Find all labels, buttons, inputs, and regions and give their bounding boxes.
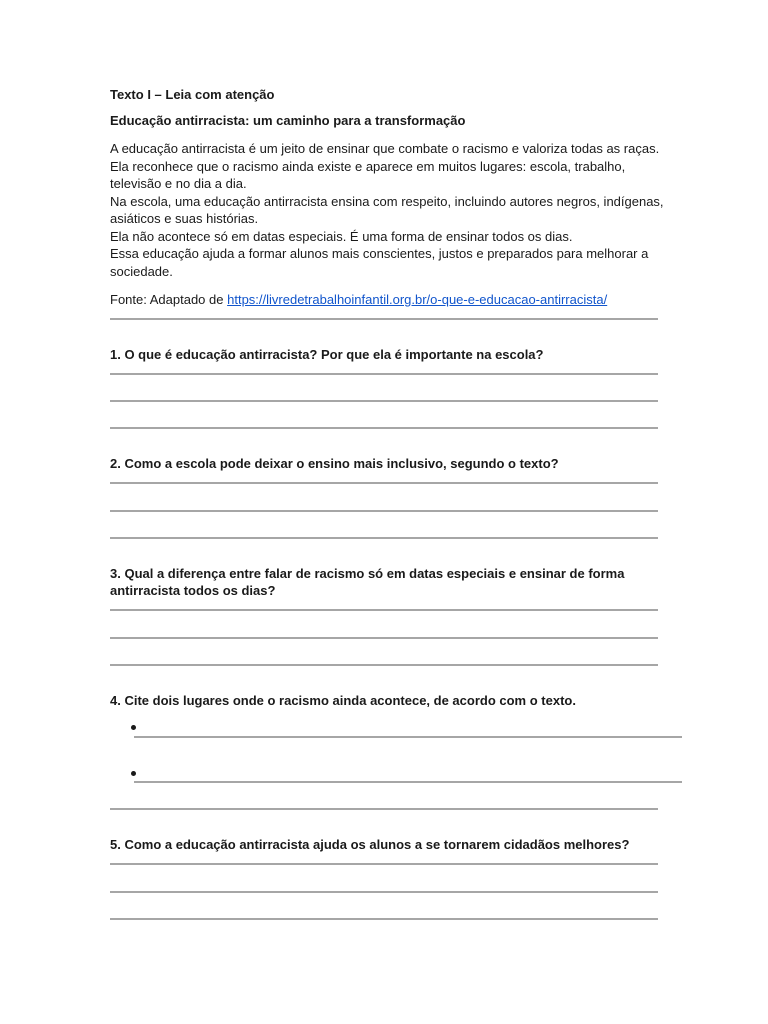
text-title: Educação antirracista: um caminho para a transformação <box>110 113 466 128</box>
answer-line[interactable] <box>110 427 658 429</box>
text-label: Texto I – Leia com atenção <box>110 87 275 102</box>
answer-line[interactable] <box>110 863 658 865</box>
source-line <box>110 291 607 309</box>
body-line: sociedade. <box>110 264 173 279</box>
answer-line[interactable] <box>110 637 658 639</box>
body-line: asiáticos e suas histórias. <box>110 211 259 226</box>
answer-line[interactable] <box>134 781 682 783</box>
answer-line[interactable] <box>110 400 658 402</box>
answer-line[interactable] <box>110 808 658 810</box>
body-line: televisão e no dia a dia. <box>110 176 247 191</box>
answer-line[interactable] <box>110 664 658 666</box>
body-line: Essa educação ajuda a formar alunos mais conscientes, justos e preparados para melhorar a <box>110 246 649 261</box>
question-2: 2. Como a escola pode deixar o ensino mais inclusivo, segundo o texto? <box>110 456 559 471</box>
source-link[interactable]: https://livredetrabalhoinfantil.org.br/o-que-e-educacao-antirracista/ <box>227 292 608 307</box>
body-line: Ela reconhece que o racismo ainda existe e aparece em muitos lugares: escola, trabalho, <box>110 159 626 174</box>
answer-line[interactable] <box>110 373 658 375</box>
question-1: 1. O que é educação antirracista? Por que ela é importante na escola? <box>110 347 544 362</box>
answer-line[interactable] <box>110 510 658 512</box>
source-prefix: Fonte: Adaptado de <box>110 292 224 307</box>
answer-line[interactable] <box>110 609 658 611</box>
question-3-line2: antirracista todos os dias? <box>110 583 276 598</box>
body-line: Ela não acontece só em datas especiais. É uma forma de ensinar todos os dias. <box>110 229 573 244</box>
question-5: 5. Como a educação antirracista ajuda os alunos a se tornarem cidadãos melhores? <box>110 837 630 852</box>
bullet-icon <box>131 725 136 730</box>
question-4: 4. Cite dois lugares onde o racismo ainda acontece, de acordo com o texto. <box>110 693 576 708</box>
answer-line[interactable] <box>110 482 658 484</box>
bullet-icon <box>131 771 136 776</box>
answer-line[interactable] <box>110 891 658 893</box>
answer-line[interactable] <box>110 537 658 539</box>
body-line: A educação antirracista é um jeito de ensinar que combate o racismo e valoriza todas as raças. <box>110 141 660 156</box>
question-3-line1: 3. Qual a diferença entre falar de racismo só em datas especiais e ensinar de forma <box>110 566 625 581</box>
answer-line[interactable] <box>134 736 682 738</box>
divider <box>110 318 658 320</box>
answer-line[interactable] <box>110 918 658 920</box>
body-line: Na escola, uma educação antirracista ensina com respeito, incluindo autores negros, indígenas, <box>110 194 664 209</box>
